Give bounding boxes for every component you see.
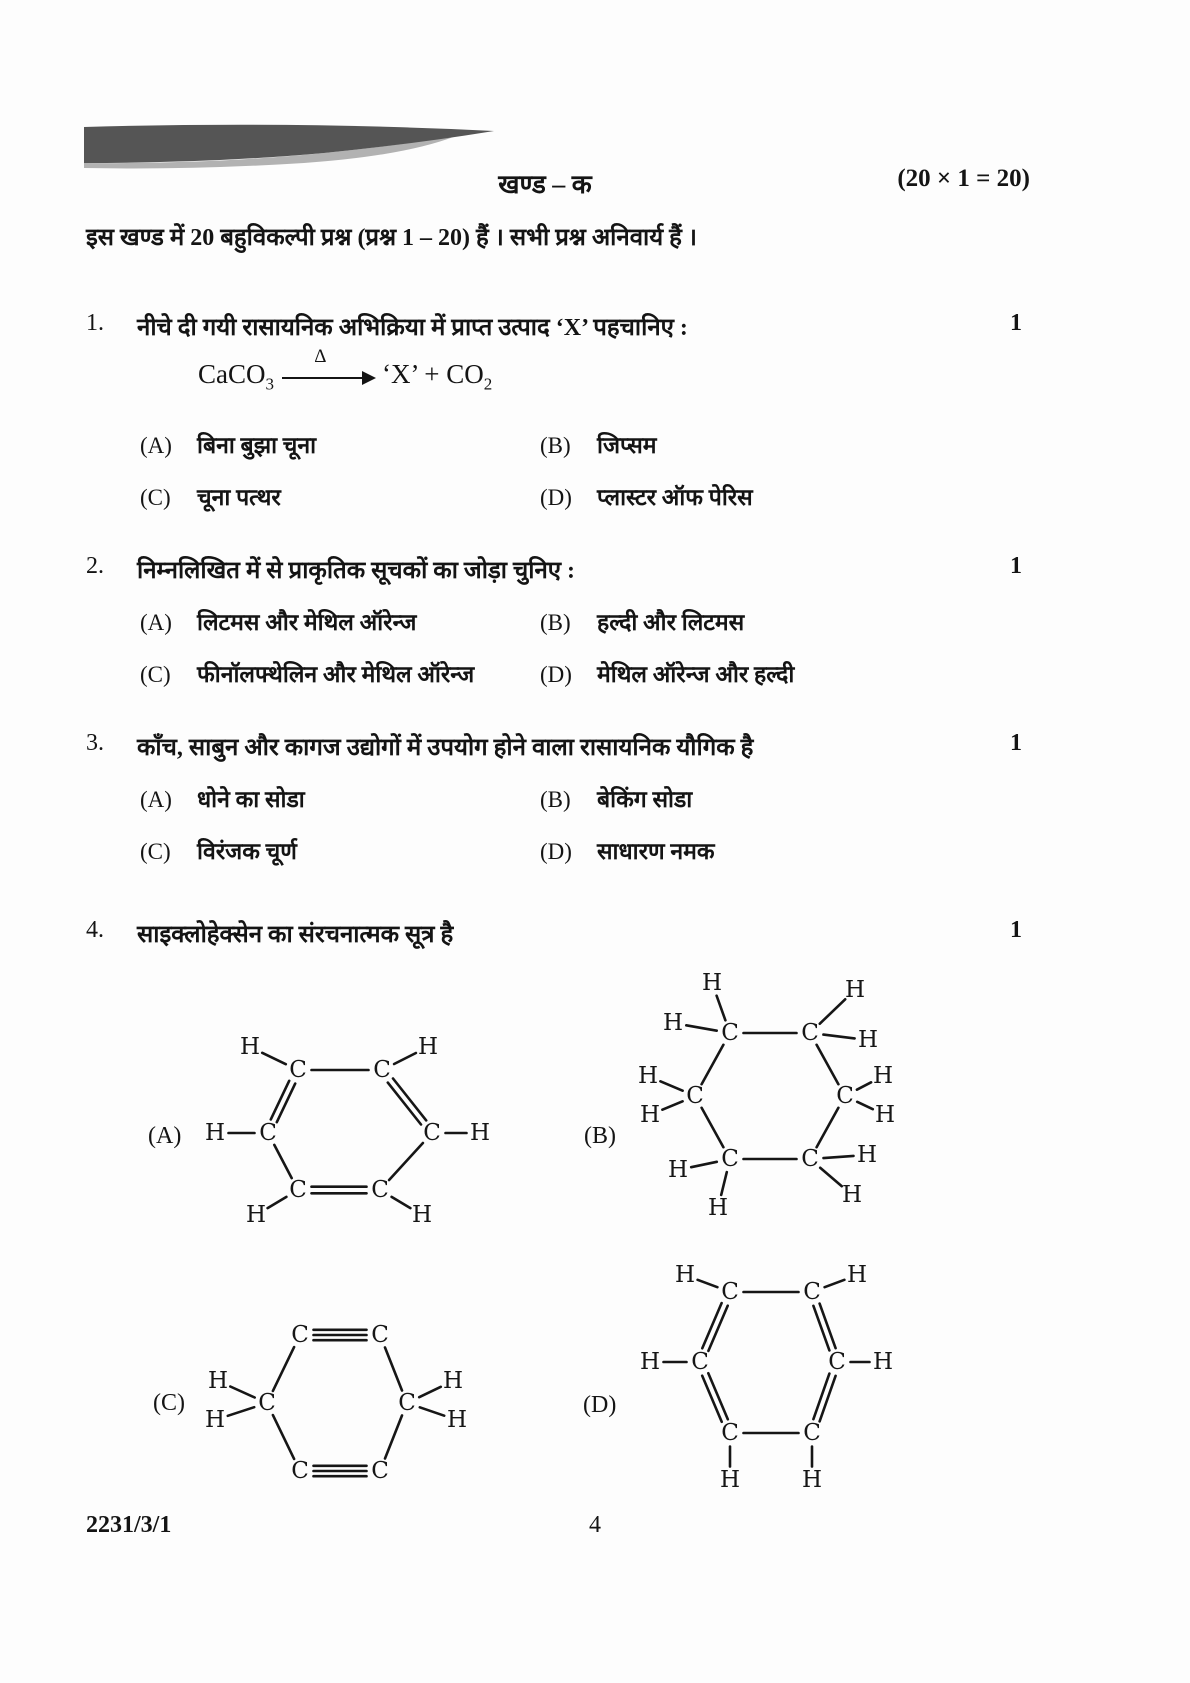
svg-text:H: H xyxy=(207,1368,229,1394)
question-3-options-row-1 xyxy=(140,782,1060,814)
question-4-option-b-label: (B) xyxy=(584,1123,616,1149)
option-text: विरंजक चूर्ण xyxy=(197,839,297,864)
question-4-text: साइक्लोहेक्सेन का संरचनात्मक सूत्र है xyxy=(137,922,454,948)
question-3-marks: 1 xyxy=(1010,730,1022,756)
svg-text:H: H xyxy=(707,1195,729,1221)
svg-text:H: H xyxy=(204,1407,226,1433)
svg-text:C: C xyxy=(691,1349,709,1375)
chem-structure-option-b xyxy=(580,963,910,1228)
chemical-reaction-equation xyxy=(198,346,493,394)
question-2-option-c xyxy=(140,657,540,689)
question-1-options-row-1 xyxy=(140,428,1060,460)
question-1-marks: 1 xyxy=(1010,310,1022,336)
option-text: मेथिल ऑरेन्ज और हल्दी xyxy=(597,662,795,687)
option-label: (D) xyxy=(540,839,572,864)
footer-paper-code: 2231/3/1 xyxy=(86,1512,172,1538)
question-3-option-d xyxy=(540,834,715,866)
option-label: (B) xyxy=(540,433,571,458)
option-label: (B) xyxy=(540,787,571,812)
question-2-options-row-2 xyxy=(140,657,1060,689)
option-text: बेकिंग सोडा xyxy=(597,787,693,812)
svg-text:H: H xyxy=(674,1262,696,1288)
svg-text:H: H xyxy=(856,1142,878,1168)
option-text: बिना बुझा चूना xyxy=(197,433,317,458)
question-2-marks: 1 xyxy=(1010,553,1022,579)
svg-text:C: C xyxy=(371,1458,389,1484)
option-label: (C) xyxy=(140,485,171,510)
question-3-options-row-2 xyxy=(140,834,1060,866)
option-text: लिटमस और मेथिल ऑरेन्ज xyxy=(197,610,417,635)
chem-structure-option-a xyxy=(190,1025,500,1240)
svg-text:H: H xyxy=(245,1202,267,1228)
option-label: (C) xyxy=(140,662,171,687)
question-2-number: 2. xyxy=(86,553,104,579)
option-text: प्लास्टर ऑफ पेरिस xyxy=(597,485,753,510)
svg-text:H: H xyxy=(801,1467,823,1493)
option-text: साधारण नमक xyxy=(597,839,715,864)
svg-text:H: H xyxy=(701,970,723,996)
svg-text:H: H xyxy=(239,1034,261,1060)
question-3-option-c xyxy=(140,834,540,866)
svg-text:H: H xyxy=(872,1063,894,1089)
question-4-option-d-label: (D) xyxy=(583,1392,617,1418)
delta-symbol: Δ xyxy=(314,346,327,367)
svg-text:H: H xyxy=(872,1349,894,1375)
svg-text:H: H xyxy=(411,1202,433,1228)
svg-text:C: C xyxy=(371,1177,389,1203)
products-subscript: 2 xyxy=(483,374,493,394)
question-1-number: 1. xyxy=(86,310,104,336)
section-title: खण्ड – क xyxy=(498,170,592,199)
svg-text:H: H xyxy=(841,1182,863,1208)
svg-text:H: H xyxy=(662,1010,684,1036)
option-text: फीनॉलफ्थेलिन और मेथिल ऑरेन्ज xyxy=(197,662,475,687)
question-1-option-a xyxy=(140,428,540,460)
question-3-number: 3. xyxy=(86,730,104,756)
svg-text:H: H xyxy=(857,1027,879,1053)
question-3-option-a xyxy=(140,782,540,814)
svg-text:C: C xyxy=(423,1120,441,1146)
svg-text:C: C xyxy=(371,1322,389,1348)
option-label: (D) xyxy=(540,485,572,510)
svg-text:C: C xyxy=(721,1146,739,1172)
option-label: (A) xyxy=(140,610,172,635)
svg-text:C: C xyxy=(721,1020,739,1046)
question-2-option-b xyxy=(540,605,744,637)
svg-text:H: H xyxy=(719,1467,741,1493)
footer-page-number: 4 xyxy=(589,1512,601,1538)
svg-text:C: C xyxy=(259,1120,277,1146)
option-text: जिप्सम xyxy=(597,433,657,458)
question-1-option-c xyxy=(140,480,540,512)
chem-structure-option-d xyxy=(585,1262,895,1499)
question-2-option-d xyxy=(540,657,794,689)
question-4-marks: 1 xyxy=(1010,917,1022,943)
svg-text:H: H xyxy=(639,1349,661,1375)
svg-text:C: C xyxy=(721,1279,739,1305)
option-text: हल्दी और लिटमस xyxy=(597,610,745,635)
question-1-option-d xyxy=(540,480,753,512)
svg-text:H: H xyxy=(446,1407,468,1433)
svg-text:C: C xyxy=(801,1146,819,1172)
reaction-reactant: CaCO xyxy=(198,359,266,389)
svg-text:C: C xyxy=(828,1349,846,1375)
question-2-option-a xyxy=(140,605,540,637)
svg-text:H: H xyxy=(204,1120,226,1146)
question-1-option-b xyxy=(540,428,657,460)
option-label: (A) xyxy=(140,433,172,458)
option-label: (B) xyxy=(540,610,571,635)
section-marks-scheme: (20 × 1 = 20) xyxy=(897,165,1030,192)
reaction-products: ‘X’ + CO xyxy=(382,359,484,389)
svg-text:C: C xyxy=(686,1083,704,1109)
option-label: (A) xyxy=(140,787,172,812)
svg-text:H: H xyxy=(637,1063,659,1089)
svg-text:H: H xyxy=(846,1262,868,1288)
question-3-option-b xyxy=(540,782,692,814)
svg-text:C: C xyxy=(291,1322,309,1348)
svg-text:C: C xyxy=(258,1390,276,1416)
svg-text:C: C xyxy=(836,1083,854,1109)
section-instruction: इस खण्ड में 20 बहुविकल्पी प्रश्न (प्रश्न 1 – 20) हैं । सभी प्रश्न अनिवार्य हैं । xyxy=(86,225,698,251)
question-2-text: निम्नलिखित में से प्राकृतिक सूचकों का जोड़ा चुनिए : xyxy=(137,558,576,584)
svg-text:C: C xyxy=(373,1057,391,1083)
svg-text:C: C xyxy=(801,1020,819,1046)
svg-text:C: C xyxy=(291,1458,309,1484)
question-4-option-c-label: (C) xyxy=(153,1390,185,1416)
svg-text:C: C xyxy=(398,1390,416,1416)
question-3-text: काँच, साबुन और कागज उद्योगों में उपयोग होने वाला रासायनिक यौगिक है xyxy=(137,735,754,761)
svg-text:H: H xyxy=(469,1120,491,1146)
option-text: चूना पत्थर xyxy=(197,485,281,510)
reaction-arrow-icon xyxy=(280,346,376,390)
reactant-subscript: 3 xyxy=(265,374,274,394)
svg-text:C: C xyxy=(289,1057,307,1083)
question-1-text: नीचे दी गयी रासायनिक अभिक्रिया में प्राप्त उत्पाद ‘X’ पहचानिए : xyxy=(137,315,688,341)
option-label: (D) xyxy=(540,662,572,687)
svg-text:H: H xyxy=(417,1034,439,1060)
question-1-options-row-2 xyxy=(140,480,1060,512)
decorative-swoosh xyxy=(84,122,496,170)
svg-text:H: H xyxy=(667,1157,689,1183)
option-text: धोने का सोडा xyxy=(197,787,305,812)
question-4-number: 4. xyxy=(86,917,104,943)
svg-text:H: H xyxy=(639,1102,661,1128)
svg-text:C: C xyxy=(803,1420,821,1446)
chem-structure-option-c xyxy=(195,1313,480,1498)
option-label: (C) xyxy=(140,839,171,864)
question-4-option-a-label: (A) xyxy=(148,1123,182,1149)
svg-text:C: C xyxy=(721,1420,739,1446)
svg-text:H: H xyxy=(844,977,866,1003)
svg-text:H: H xyxy=(874,1102,896,1128)
svg-text:C: C xyxy=(289,1177,307,1203)
arrow-shaft xyxy=(282,377,366,379)
arrow-head xyxy=(362,371,376,385)
question-2-options-row-1 xyxy=(140,605,1060,637)
svg-text:H: H xyxy=(442,1368,464,1394)
svg-text:C: C xyxy=(803,1279,821,1305)
